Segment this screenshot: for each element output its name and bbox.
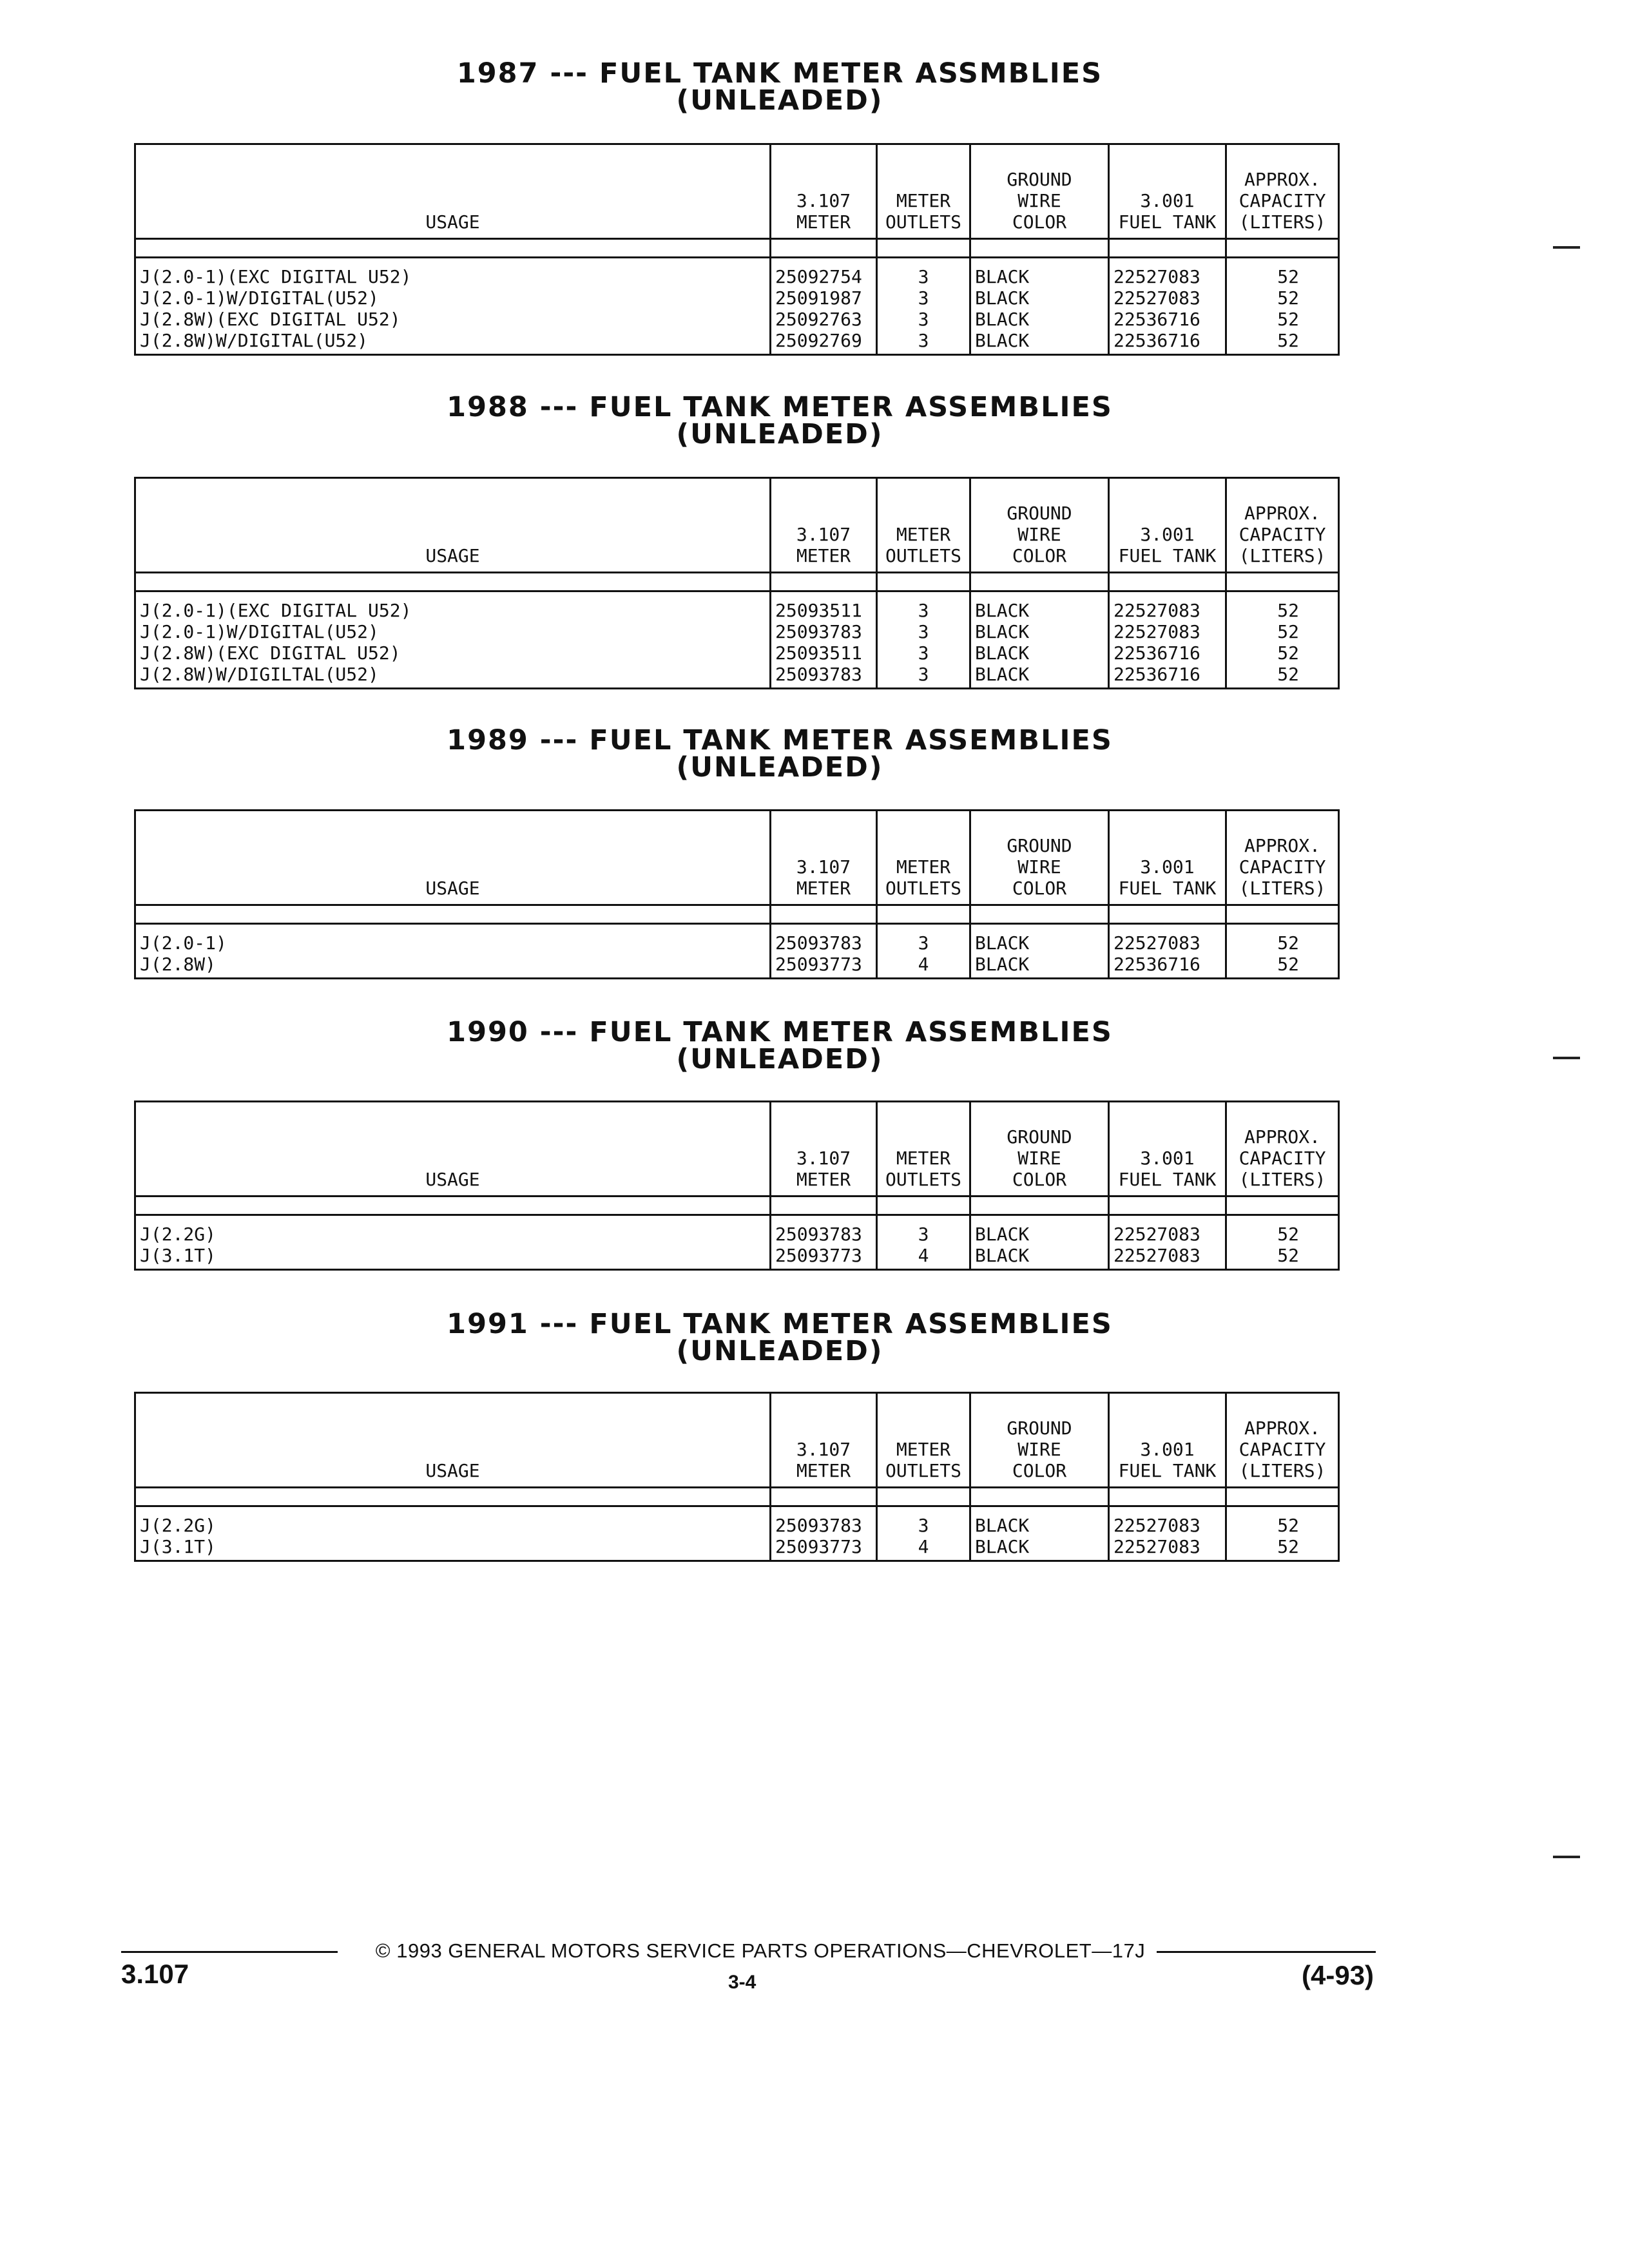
table-row (135, 287, 1339, 309)
column-header-line: 3.001 (1140, 856, 1195, 878)
column-header-color (970, 144, 1109, 239)
column-header-line: CAPACITY (1239, 524, 1326, 545)
cell-capacity: 52 (1226, 1506, 1339, 1537)
column-header-line: FUEL TANK (1118, 878, 1217, 899)
column-header-outlets (877, 478, 970, 573)
section-title: 1991 --- FUEL TANK METER ASSEMBLIES (447, 1308, 1113, 1340)
cell-usage: J(2.0-1)(EXC DIGITAL U52) (135, 258, 771, 288)
column-header-outlets (877, 1102, 970, 1196)
header-spacer-row (135, 239, 1339, 258)
column-header-line: WIRE (1017, 856, 1061, 878)
cell-usage: J(2.0-1)(EXC DIGITAL U52) (135, 591, 771, 622)
cell-outlets: 4 (877, 1536, 970, 1561)
table-header-row (135, 811, 1339, 905)
cell-meter: 25093773 (771, 954, 877, 979)
footer-section-number: 3.107 (121, 1959, 189, 1989)
column-header-line: GROUND (1007, 1126, 1072, 1148)
section-title: 1988 --- FUEL TANK METER ASSEMBLIES (447, 391, 1113, 423)
table-header-row (135, 1102, 1339, 1196)
cell-capacity: 52 (1226, 1536, 1339, 1561)
column-header-line: (LITERS) (1239, 211, 1326, 233)
column-header-meter (771, 478, 877, 573)
column-header-line: COLOR (1012, 1169, 1067, 1190)
cell-tank: 22527083 (1109, 924, 1226, 954)
section-title: 1989 --- FUEL TANK METER ASSEMBLIES (447, 724, 1113, 756)
column-header-line: USAGE (425, 211, 480, 233)
column-header-line: METER (896, 1439, 951, 1460)
cell-meter: 25093511 (771, 642, 877, 664)
cell-color: BLACK (970, 287, 1109, 309)
cell-meter: 25091987 (771, 287, 877, 309)
column-header-line: APPROX. (1244, 1418, 1320, 1439)
cell-meter: 25093783 (771, 621, 877, 642)
cell-outlets: 3 (877, 309, 970, 330)
column-header-capacity (1226, 811, 1339, 905)
cell-capacity: 52 (1226, 287, 1339, 309)
cell-capacity: 52 (1226, 621, 1339, 642)
column-header-outlets (877, 144, 970, 239)
column-header-line: 3.107 (796, 1439, 851, 1460)
cell-color: BLACK (970, 1506, 1109, 1537)
column-header-line: 3.001 (1140, 1439, 1195, 1460)
column-header-usage (135, 1102, 771, 1196)
meter-assemblies-table (134, 809, 1340, 979)
section-subtitle: (UNLEADED) (676, 84, 883, 117)
cell-tank: 22527083 (1109, 1215, 1226, 1245)
table-row (135, 330, 1339, 355)
cell-usage: J(2.8W)W/DIGILTAL(U52) (135, 664, 771, 689)
table-row (135, 1245, 1339, 1270)
column-header-line: METER (896, 524, 951, 545)
cell-usage: J(2.8W)(EXC DIGITAL U52) (135, 309, 771, 330)
column-header-color (970, 1393, 1109, 1488)
table-row (135, 924, 1339, 954)
column-header-line: APPROX. (1244, 835, 1320, 856)
column-header-line: 3.107 (796, 1148, 851, 1169)
meter-assemblies-table (134, 1392, 1340, 1562)
cell-meter: 25093783 (771, 1215, 877, 1245)
cell-tank: 22536716 (1109, 642, 1226, 664)
cell-outlets: 3 (877, 591, 970, 622)
table-row (135, 591, 1339, 622)
column-header-line: OUTLETS (885, 1169, 961, 1190)
cell-outlets: 3 (877, 330, 970, 355)
column-header-line: COLOR (1012, 211, 1067, 233)
table-row (135, 309, 1339, 330)
column-header-color (970, 811, 1109, 905)
cell-usage: J(2.8W) (135, 954, 771, 979)
column-header-line: METER (896, 1148, 951, 1169)
cell-tank: 22527083 (1109, 591, 1226, 622)
cell-tank: 22536716 (1109, 954, 1226, 979)
column-header-meter (771, 1102, 877, 1196)
cell-capacity: 52 (1226, 591, 1339, 622)
cell-meter: 25093511 (771, 591, 877, 622)
cell-capacity: 52 (1226, 642, 1339, 664)
cell-meter: 25092754 (771, 258, 877, 288)
column-header-line: 3.001 (1140, 190, 1195, 211)
table-row (135, 642, 1339, 664)
column-header-tank (1109, 478, 1226, 573)
cell-outlets: 4 (877, 1245, 970, 1270)
cell-outlets: 3 (877, 1506, 970, 1537)
column-header-capacity (1226, 1102, 1339, 1196)
meter-assemblies-table (134, 1100, 1340, 1271)
column-header-line: CAPACITY (1239, 1148, 1326, 1169)
column-header-usage (135, 811, 771, 905)
column-header-line: METER (796, 545, 851, 566)
section-subtitle: (UNLEADED) (676, 418, 883, 450)
cell-outlets: 3 (877, 1215, 970, 1245)
column-header-line: 3.107 (796, 856, 851, 878)
cell-capacity: 52 (1226, 954, 1339, 979)
cell-capacity: 52 (1226, 1215, 1339, 1245)
cell-usage: J(3.1T) (135, 1245, 771, 1270)
cell-usage: J(2.2G) (135, 1215, 771, 1245)
cell-capacity: 52 (1226, 330, 1339, 355)
cell-color: BLACK (970, 642, 1109, 664)
table-row (135, 258, 1339, 288)
margin-mark (1553, 1057, 1580, 1059)
table-row (135, 1536, 1339, 1561)
column-header-line: CAPACITY (1239, 190, 1326, 211)
column-header-tank (1109, 811, 1226, 905)
column-header-line: METER (796, 1460, 851, 1481)
meter-assemblies-table (134, 477, 1340, 689)
column-header-line: 3.001 (1140, 1148, 1195, 1169)
column-header-capacity (1226, 478, 1339, 573)
column-header-line: COLOR (1012, 1460, 1067, 1481)
cell-usage: J(2.2G) (135, 1506, 771, 1537)
column-header-line: METER (796, 878, 851, 899)
cell-outlets: 4 (877, 954, 970, 979)
cell-usage: J(3.1T) (135, 1536, 771, 1561)
cell-usage: J(2.0-1) (135, 924, 771, 954)
column-header-line: GROUND (1007, 169, 1072, 190)
table-row (135, 1506, 1339, 1537)
cell-color: BLACK (970, 621, 1109, 642)
column-header-line: APPROX. (1244, 169, 1320, 190)
cell-meter: 25093773 (771, 1536, 877, 1561)
cell-color: BLACK (970, 309, 1109, 330)
table-header-row (135, 1393, 1339, 1488)
column-header-line: COLOR (1012, 545, 1067, 566)
column-header-meter (771, 811, 877, 905)
footer-page-number: 3-4 (728, 1972, 757, 1993)
section-subtitle: (UNLEADED) (676, 751, 883, 783)
column-header-color (970, 478, 1109, 573)
column-header-line: COLOR (1012, 878, 1067, 899)
column-header-outlets (877, 1393, 970, 1488)
cell-usage: J(2.8W)W/DIGITAL(U52) (135, 330, 771, 355)
column-header-line: (LITERS) (1239, 878, 1326, 899)
column-header-line: (LITERS) (1239, 1169, 1326, 1190)
column-header-line: USAGE (425, 545, 480, 566)
cell-meter: 25092769 (771, 330, 877, 355)
footer-rule-left (121, 1951, 338, 1953)
column-header-tank (1109, 1393, 1226, 1488)
column-header-capacity (1226, 144, 1339, 239)
cell-color: BLACK (970, 1215, 1109, 1245)
column-header-line: USAGE (425, 1460, 480, 1481)
cell-outlets: 3 (877, 287, 970, 309)
column-header-line: METER (796, 1169, 851, 1190)
column-header-tank (1109, 1102, 1226, 1196)
column-header-line: METER (796, 211, 851, 233)
cell-color: BLACK (970, 924, 1109, 954)
column-header-line: 3.107 (796, 190, 851, 211)
section-title: 1987 --- FUEL TANK METER ASSMBLIES (456, 57, 1103, 90)
table-row (135, 664, 1339, 689)
section-subtitle: (UNLEADED) (676, 1335, 883, 1367)
column-header-line: USAGE (425, 878, 480, 899)
header-spacer-row (135, 1196, 1339, 1215)
cell-tank: 22527083 (1109, 1506, 1226, 1537)
cell-meter: 25093783 (771, 664, 877, 689)
column-header-line: FUEL TANK (1118, 545, 1217, 566)
cell-color: BLACK (970, 954, 1109, 979)
table-header-row (135, 478, 1339, 573)
column-header-line: APPROX. (1244, 503, 1320, 524)
cell-tank: 22527083 (1109, 258, 1226, 288)
table-header-row (135, 144, 1339, 239)
cell-capacity: 52 (1226, 1245, 1339, 1270)
column-header-line: GROUND (1007, 835, 1072, 856)
column-header-color (970, 1102, 1109, 1196)
column-header-usage (135, 144, 771, 239)
cell-tank: 22536716 (1109, 330, 1226, 355)
column-header-usage (135, 478, 771, 573)
column-header-meter (771, 1393, 877, 1488)
column-header-line: GROUND (1007, 1418, 1072, 1439)
column-header-tank (1109, 144, 1226, 239)
cell-tank: 22527083 (1109, 1536, 1226, 1561)
cell-meter: 25092763 (771, 309, 877, 330)
cell-color: BLACK (970, 258, 1109, 288)
cell-usage: J(2.0-1)W/DIGITAL(U52) (135, 287, 771, 309)
section-subtitle: (UNLEADED) (676, 1043, 883, 1075)
column-header-line: APPROX. (1244, 1126, 1320, 1148)
column-header-capacity (1226, 1393, 1339, 1488)
column-header-line: WIRE (1017, 524, 1061, 545)
column-header-line: CAPACITY (1239, 856, 1326, 878)
column-header-line: (LITERS) (1239, 545, 1326, 566)
column-header-line: WIRE (1017, 190, 1061, 211)
column-header-line: FUEL TANK (1118, 1169, 1217, 1190)
footer-rule-right (1157, 1951, 1376, 1953)
cell-color: BLACK (970, 1536, 1109, 1561)
meter-assemblies-table (134, 143, 1340, 356)
column-header-meter (771, 144, 877, 239)
cell-outlets: 3 (877, 258, 970, 288)
footer-copyright: © 1993 GENERAL MOTORS SERVICE PARTS OPERATIONS—CHEVROLET—17J (375, 1939, 1146, 1962)
footer-date-code: (4-93) (1302, 1960, 1374, 1990)
cell-capacity: 52 (1226, 309, 1339, 330)
cell-capacity: 52 (1226, 258, 1339, 288)
header-spacer-row (135, 905, 1339, 924)
cell-capacity: 52 (1226, 924, 1339, 954)
column-header-line: OUTLETS (885, 545, 961, 566)
cell-capacity: 52 (1226, 664, 1339, 689)
cell-color: BLACK (970, 591, 1109, 622)
column-header-line: CAPACITY (1239, 1439, 1326, 1460)
column-header-line: OUTLETS (885, 211, 961, 233)
column-header-line: 3.107 (796, 524, 851, 545)
column-header-line: (LITERS) (1239, 1460, 1326, 1481)
column-header-line: WIRE (1017, 1148, 1061, 1169)
cell-color: BLACK (970, 1245, 1109, 1270)
cell-usage: J(2.0-1)W/DIGITAL(U52) (135, 621, 771, 642)
column-header-line: OUTLETS (885, 1460, 961, 1481)
cell-outlets: 3 (877, 642, 970, 664)
header-spacer-row (135, 1488, 1339, 1506)
cell-meter: 25093783 (771, 1506, 877, 1537)
column-header-line: 3.001 (1140, 524, 1195, 545)
table-row (135, 1215, 1339, 1245)
cell-outlets: 3 (877, 924, 970, 954)
column-header-line: FUEL TANK (1118, 211, 1217, 233)
margin-mark (1553, 1856, 1580, 1858)
column-header-line: FUEL TANK (1118, 1460, 1217, 1481)
cell-tank: 22527083 (1109, 621, 1226, 642)
header-spacer-row (135, 573, 1339, 591)
section-title: 1990 --- FUEL TANK METER ASSEMBLIES (447, 1016, 1113, 1048)
cell-color: BLACK (970, 330, 1109, 355)
margin-mark (1553, 246, 1580, 249)
cell-meter: 25093773 (771, 1245, 877, 1270)
column-header-line: METER (896, 856, 951, 878)
cell-color: BLACK (970, 664, 1109, 689)
column-header-outlets (877, 811, 970, 905)
table-row (135, 621, 1339, 642)
cell-tank: 22536716 (1109, 309, 1226, 330)
column-header-line: GROUND (1007, 503, 1072, 524)
cell-tank: 22536716 (1109, 664, 1226, 689)
cell-outlets: 3 (877, 664, 970, 689)
column-header-line: USAGE (425, 1169, 480, 1190)
cell-usage: J(2.8W)(EXC DIGITAL U52) (135, 642, 771, 664)
table-row (135, 954, 1339, 979)
cell-outlets: 3 (877, 621, 970, 642)
cell-tank: 22527083 (1109, 287, 1226, 309)
column-header-line: OUTLETS (885, 878, 961, 899)
cell-meter: 25093783 (771, 924, 877, 954)
column-header-line: WIRE (1017, 1439, 1061, 1460)
column-header-usage (135, 1393, 771, 1488)
column-header-line: METER (896, 190, 951, 211)
cell-tank: 22527083 (1109, 1245, 1226, 1270)
